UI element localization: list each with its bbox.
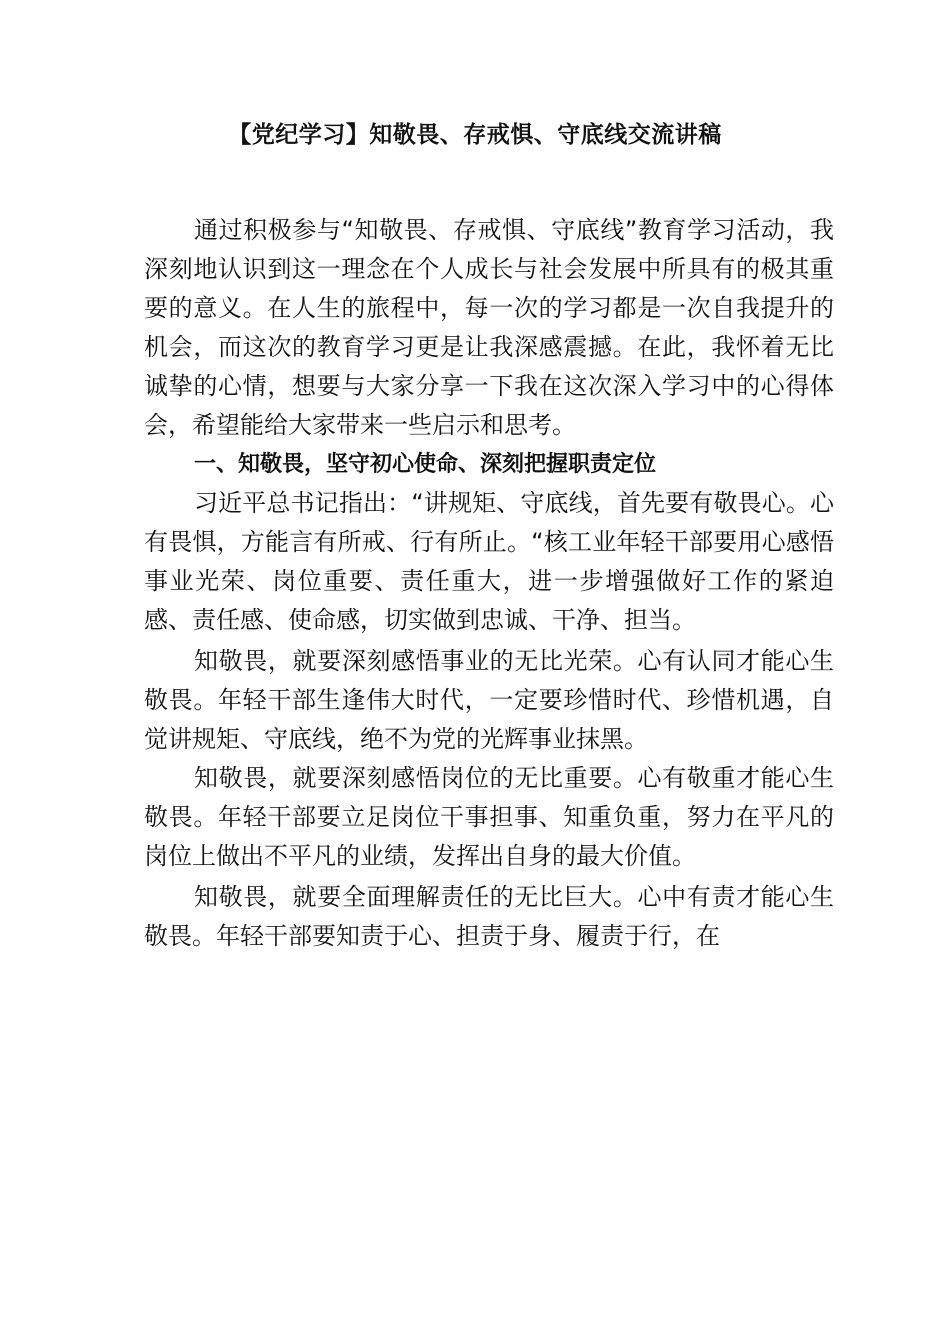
intro-paragraph: 通过积极参与“知敬畏、存戒惧、守底线”教育学习活动，我深刻地认识到这一理念在个人成长与社会发展中所具有的极其重要的意义。在人生的旅程中，每一次的学习都是一次自我提升的机会，而这次的教育学习更是让我深感震撼。在此，我怀着无比诚挚的心情，想要与大家分享一下我在这次深入学习中的心得体会，希望能给大家带来一些启示和思考。 <box>144 216 834 439</box>
document-title: 【党纪学习】知敬畏、存戒惧、守底线交流讲稿 <box>228 122 722 148</box>
paragraph-honor: 知敬畏，就要深刻感悟事业的无比光荣。心有认同才能心生敬畏。年轻干部生逢伟大时代，一定要珍惜时代、珍惜机遇，自觉讲规矩、守底线，绝不为党的光辉事业抹黑。 <box>144 647 834 753</box>
document-body <box>144 211 834 956</box>
section-heading: 一、知敬畏，坚守初心使命、深刻把握职责定位 <box>194 452 657 477</box>
paragraph-responsibility: 知敬畏，就要全面理解责任的无比巨大。心中有责才能心生敬畏。年轻干部要知责于心、担责于身、履责于行，在 <box>144 883 834 950</box>
paragraph-post: 知敬畏，就要深刻感悟岗位的无比重要。心有敬重才能心生敬畏。年轻干部要立足岗位干事担事、知重负重，努力在平凡的岗位上做出不平凡的业绩，发挥出自身的最大价值。 <box>144 764 834 870</box>
quote-paragraph: 习近平总书记指出：“讲规矩、守底线，首先要有敬畏心。心有畏惧，方能言有所戒、行有所止。“核工业年轻干部要用心感悟事业光荣、岗位重要、责任重大，进一步增强做好工作的紧迫感、责任感、使命感，切实做到忠诚、干净、担当。 <box>144 489 834 634</box>
